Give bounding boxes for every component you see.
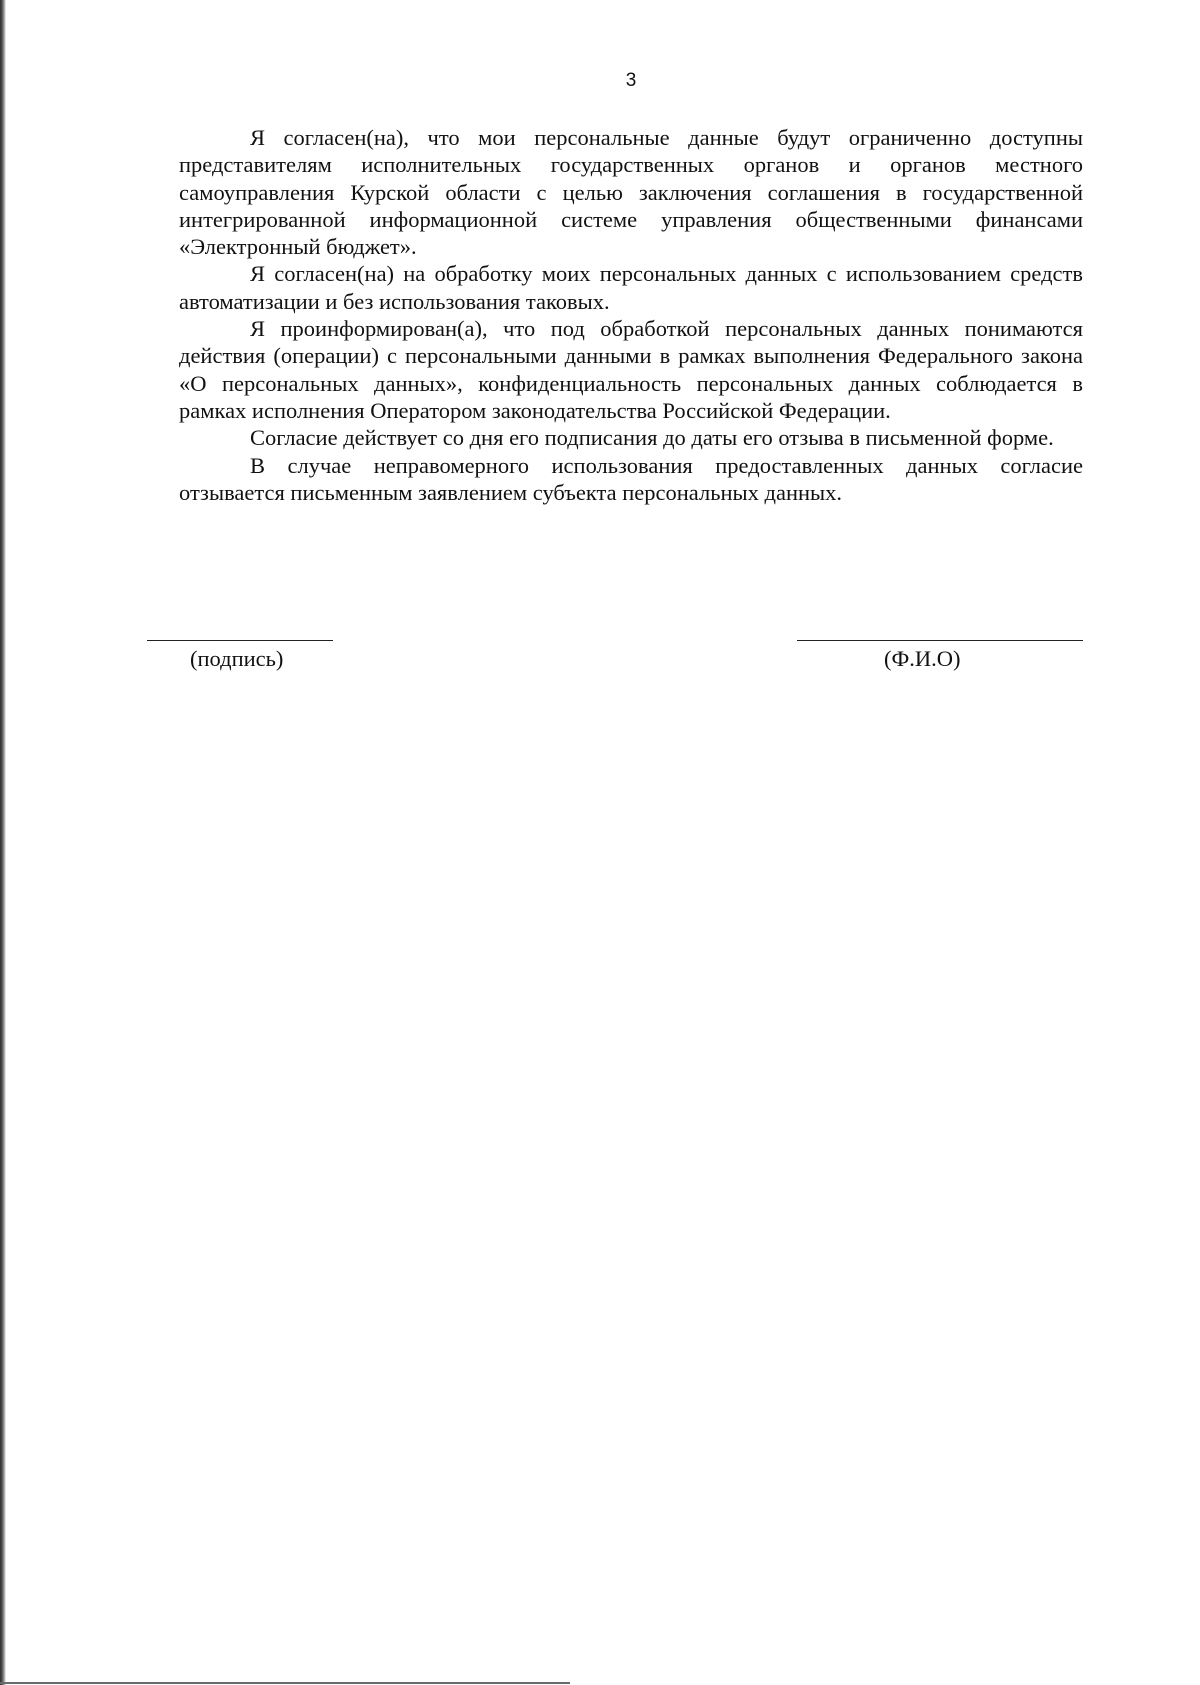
scan-edge-left [0, 0, 6, 1685]
paragraph-informed: Я проинформирован(а), что под обработкой персональных данных понимаются действия (операции) с персональными данными в рамках выполнения Федерального закона «О персональных данных», конфиденциальность персональных данных соблюдается в рамках исполнения Оператором законодательства Российской Федерации. [179, 316, 1083, 423]
paragraph-data-access: Я согласен(на), что мои персональные данные будут ограниченно доступны представителям исполнительных государственных органов и органов местного самоуправления Курской области с целью заключения соглашения в государственной интегрированной информационной системе управления общественными финансами «Электронный бюджет». [179, 125, 1083, 260]
full-name-line [797, 640, 1083, 641]
signature-label: (подпись) [190, 646, 284, 671]
scan-edge-bottom [0, 1682, 570, 1684]
consent-text [179, 124, 1083, 506]
paragraph-revocation: В случае неправомерного использования предоставленных данных согласие отзывается письменным заявлением субъекта персональных данных. [179, 452, 1083, 505]
full-name-label: (Ф.И.О) [884, 646, 961, 671]
signature-line [147, 640, 333, 641]
page-number: 3 [625, 70, 637, 91]
paragraph-processing-consent: Я согласен(на) на обработку моих персональных данных с использованием средств автоматизации и без использования таковых. [179, 261, 1083, 314]
paragraph-validity: Согласие действует со дня его подписания до даты его отзыва в письменной форме. [250, 425, 1054, 451]
